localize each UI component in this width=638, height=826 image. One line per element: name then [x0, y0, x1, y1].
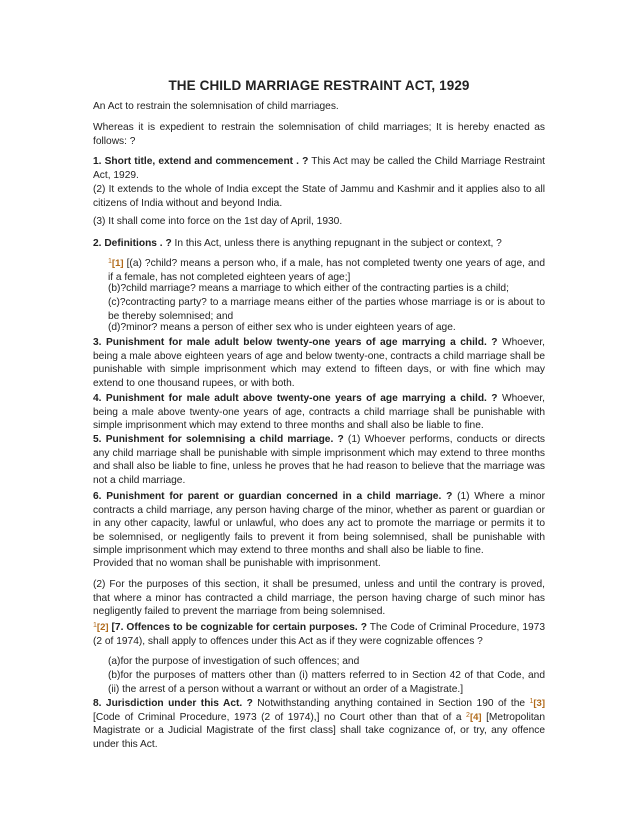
- definition-b: (b)?child marriage? means a marriage to which either of the contracting parties is a child;: [108, 283, 509, 294]
- footnote-2-link[interactable]: [2]: [96, 622, 109, 633]
- section-5: [93, 433, 545, 487]
- section-8-text-part-3: [Metropolitan Magistrate or a Judicial Magistrate of the first class] shall take cognizance of, or try, any offence under this Act.: [93, 711, 545, 750]
- section-5-heading: 5. Punishment for solemnising a child marriage. ?: [93, 434, 344, 445]
- section-8-text-part-2: [Code of Criminal Procedure, 1973 (2 of 1974),] no Court other than that of a: [93, 711, 467, 723]
- section-1-subsection-3: (3) It shall come into force on the 1st day of April, 1930.: [93, 216, 343, 227]
- section-7: [93, 621, 545, 648]
- section-5-text: (1) Whoever performs, conducts or directs any child marriage shall be punishable with simple imprisonment which may extend to three months and shall also be liable to fine, unless he proves that he had reason to believe that the marriage was not a child marriage.: [93, 434, 545, 486]
- section-6-heading: 6. Punishment for parent or guardian concerned in a child marriage. ?: [93, 491, 453, 502]
- section-6-proviso: Provided that no woman shall be punishable with imprisonment.: [93, 558, 381, 569]
- section-3: [93, 336, 545, 390]
- definition-a: [108, 257, 545, 284]
- footnote-3-link[interactable]: [3]: [533, 698, 545, 709]
- section-6-text: (1) Where a minor contracts a child marriage, any person having charge of the minor, whether as parent or guardian or in any other capacity, lawful or unlawful, who does any act to promote the marriage or permits it to be solemnised, or negligently fails to prevent it from being solemnised, shall be punishable with simple imprisonment which may extend to three months and shall also be liable to fine.: [93, 491, 545, 557]
- footnote-3-superscript: 1: [529, 698, 534, 705]
- section-1-subsection-2: (2) It extends to the whole of India except the State of Jammu and Kashmir and it applies also to all citizens of India without and beyond India.: [93, 184, 545, 209]
- section-1-heading: 1. Short title, extend and commencement . ?: [93, 156, 309, 167]
- footnote-1-link[interactable]: [1]: [111, 258, 124, 269]
- section-7-heading: [7. Offences to be cognizable for certain purposes. ?: [108, 622, 367, 633]
- section-4-heading: 4. Punishment for male adult above twenty-one years of age marrying a child. ?: [93, 393, 498, 404]
- footnote-2-superscript: 1: [93, 622, 97, 629]
- definition-d: (d)?minor? means a person of either sex who is under eighteen years of age.: [108, 322, 456, 333]
- section-8-text-part-1: Notwithstanding anything contained in Section 190 of the: [252, 698, 530, 709]
- preamble: An Act to restrain the solemnisation of child marriages.: [93, 101, 339, 112]
- section-2-text: In this Act, unless there is anything repugnant in the subject or context, ?: [171, 238, 502, 249]
- section-3-text: Whoever, being a male above eighteen years of age and below twenty-one, contracts a child marriage shall be punishable with simple imprisonment which may extend to fifteen days, or with fine which may extend to one thousand rupees, or with both.: [93, 337, 545, 389]
- section-2-heading: 2. Definitions . ?: [93, 238, 172, 249]
- footnote-4-link[interactable]: [4]: [469, 711, 482, 723]
- section-7-clause-b: (b)for the purposes of matters other than (i) matters referred to in Section 42 of that Code, and (ii) the arrest of a person without a warrant or without an order of a Magistrate.]: [108, 670, 545, 695]
- section-4: [93, 392, 545, 433]
- section-8: [93, 697, 545, 751]
- section-2: [93, 237, 545, 251]
- section-1: [93, 155, 545, 182]
- definition-c: (c)?contracting party? to a marriage means either of the parties whose marriage is or is about to be thereby solemnised; and: [108, 297, 545, 322]
- whereas-clause: Whereas it is expedient to restrain the solemnisation of child marriages; It is hereby enacted as follows: ?: [93, 122, 545, 147]
- section-7-clause-a: (a)for the purpose of investigation of such offences; and: [108, 656, 360, 667]
- section-6-subsection-2: (2) For the purposes of this section, it shall be presumed, unless and until the contrary is proved, that where a minor has contracted a child marriage, the person having charge of such minor has negligently failed to prevent the marriage from being solemnised.: [93, 579, 545, 618]
- footnote-1-superscript: 1: [108, 258, 112, 265]
- definition-a-text: [(a) ?child? means a person who, if a male, has not completed twenty one years of age, and if a female, has not completed eighteen years of age;]: [108, 258, 545, 283]
- footnote-4-superscript: 2: [466, 711, 470, 719]
- act-title: THE CHILD MARRIAGE RESTRAINT ACT, 1929: [168, 78, 470, 93]
- section-3-heading: 3. Punishment for male adult below twenty-one years of age marrying a child. ?: [93, 337, 498, 348]
- section-6: [93, 490, 545, 558]
- section-4-text: Whoever, being a male above twenty-one years of age, contracts a child marriage shall be punishable with simple imprisonment which may extend to three months and shall also be liable to fine.: [93, 393, 545, 432]
- section-1-text: This Act may be called the Child Marriage Restraint Act, 1929.: [93, 156, 545, 181]
- section-7-text: The Code of Criminal Procedure, 1973 (2 of 1974), shall apply to offences under this Act as if they were cognizable offences ?: [93, 622, 545, 647]
- section-8-heading: 8. Jurisdiction under this Act. ?: [93, 698, 253, 709]
